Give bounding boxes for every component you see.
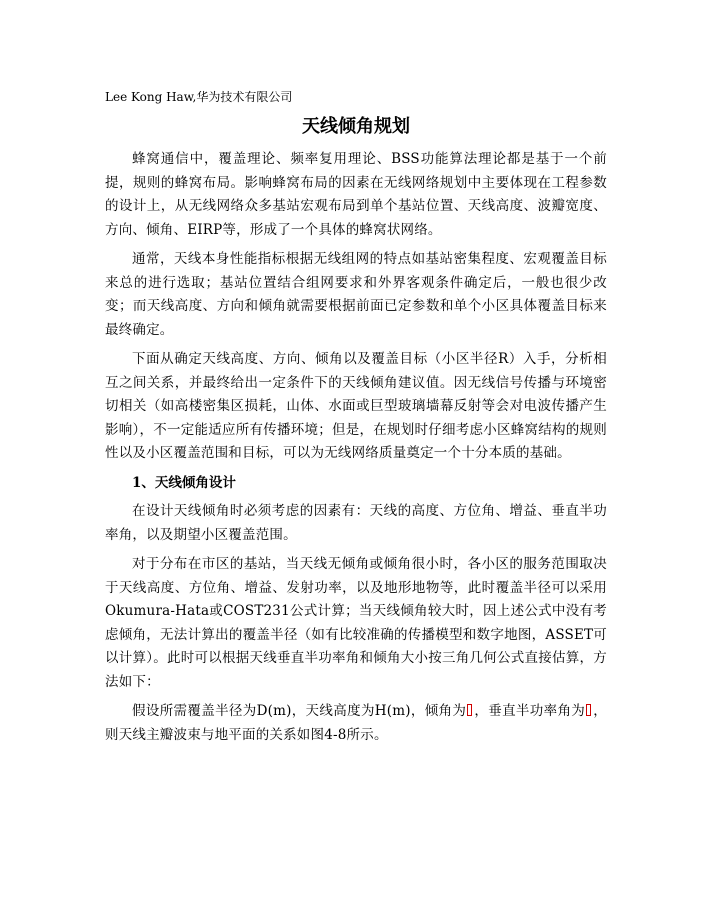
assumption-text-part3: ，则天线主瓣波束与地平面的关系如图4-8所示。: [105, 703, 608, 743]
document-title: 天线倾角规划: [302, 116, 410, 137]
half-power-angle-symbol-icon: [586, 704, 591, 716]
assumption-text-part1: 假设所需覆盖半径为D(m)，天线高度为H(m)，倾角为: [132, 703, 467, 719]
paragraph-urban-sites: 对于分布在市区的基站，当天线无倾角或倾角很小时，各小区的服务范围取决于天线高度、方位角、增益、发射功率，以及地形地物等，此时覆盖半径可以采用Okumura-Hata或COST231公式计算；当天线倾角较大时，因上述公式中没有考虑倾角，无法计算出的覆盖半径（如有比较准确的传播模型和数字地图，ASSET可以计算）。此时可以根据天线垂直半功率角和倾角大小按三角几何公式直接估算，方法如下：: [105, 556, 607, 690]
author-line: Lee Kong Haw,华为技术有限公司: [105, 90, 293, 104]
paragraph-analysis: 下面从确定天线高度、方向、倾角以及覆盖目标（小区半径R）入手，分析相互之间关系，并最终给出一定条件下的天线倾角建议值。因无线信号传播与环境密切相关（如高楼密集区损耗，山体、水面或巨型玻璃墙幕反射等会对电波传播产生影响），不一定能适应所有传播环境；但是，在规划时仔细考虑小区蜂窝结构的规则性以及小区覆盖范围和目标，可以为无线网络质量奠定一个十分本质的基础。: [105, 351, 607, 461]
tilt-angle-symbol-icon: [467, 704, 472, 716]
assumption-text-part2: ，垂直半功率角为: [474, 703, 586, 719]
paragraph-selection: 通常，天线本身性能指标根据无线组网的特点如基站密集程度、宏观覆盖目标来总的进行选取；基站位置结合组网要求和外界客观条件确定后，一般也很少改变；而天线高度、方向和倾角就需要根据前面已定参数和单个小区具体覆盖目标来最终确定。: [105, 251, 607, 338]
section-heading: 1、天线倾角设计: [132, 474, 236, 491]
paragraph-factors: 在设计天线倾角时必须考虑的因素有：天线的高度、方位角、增益、垂直半功率角，以及期望小区覆盖范围。: [105, 503, 607, 543]
paragraph-assumption: [105, 700, 607, 747]
document-body: [105, 148, 607, 753]
paragraph-intro: 蜂窝通信中，覆盖理论、频率复用理论、BSS功能算法理论都是基于一个前提，规则的蜂窝布局。影响蜂窝布局的因素在无线网络规划中主要体现在工程参数的设计上，从无线网络众多基站宏观布局到单个基站位置、天线高度、波瓣宽度、方向、倾角、EIRP等，形成了一个具体的蜂窝状网络。: [105, 151, 607, 238]
